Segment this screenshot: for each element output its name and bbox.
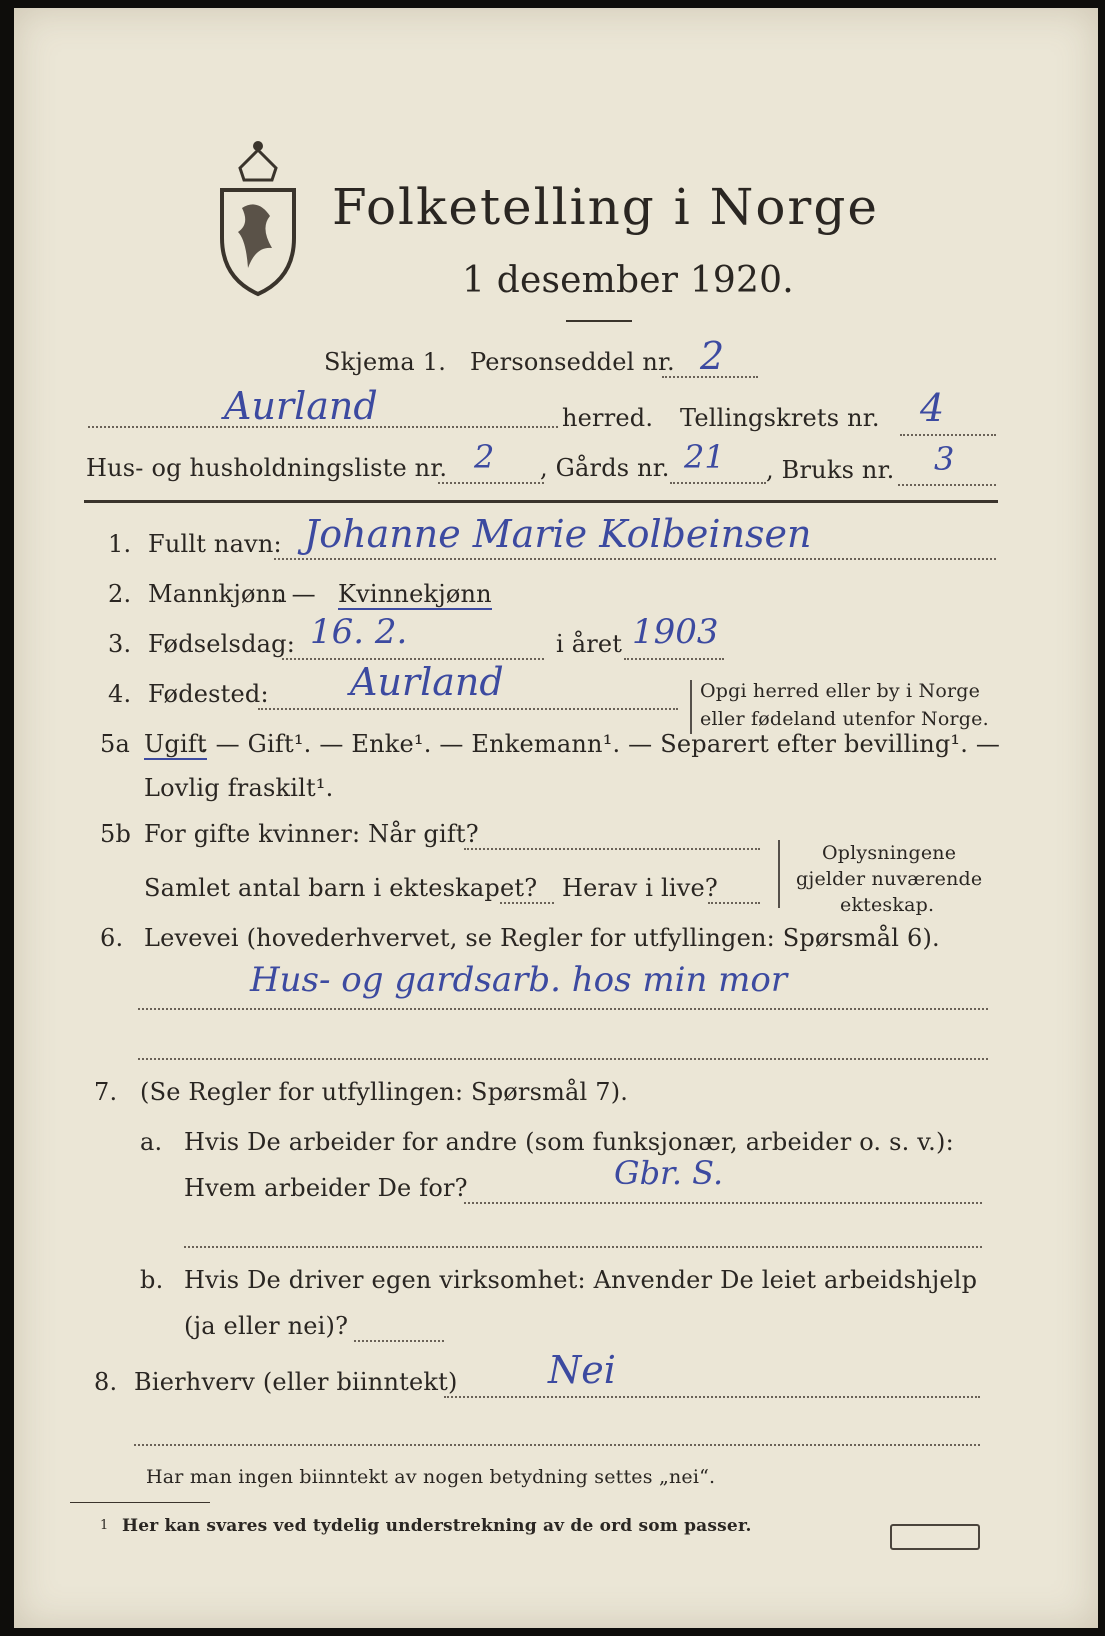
q5b-number: 5b bbox=[100, 820, 132, 848]
q5a-options: . — Gift¹. — Enke¹. — Enkemann¹. — Separert efter bevilling¹. — bbox=[200, 730, 1001, 758]
q4-value[interactable]: Aurland bbox=[350, 660, 504, 704]
q5b-note-line3: ekteskap. bbox=[840, 894, 935, 916]
title-divider bbox=[566, 320, 632, 322]
q3-year-line bbox=[624, 658, 724, 660]
q7-number: 7. bbox=[94, 1078, 118, 1106]
q8-number: 8. bbox=[94, 1368, 118, 1396]
gards-value[interactable]: 21 bbox=[684, 438, 725, 476]
q4-note-line1: Opgi herred eller by i Norge bbox=[700, 680, 981, 702]
herred-value[interactable]: Aurland bbox=[224, 384, 378, 428]
q7b-line bbox=[354, 1340, 444, 1342]
hus-line bbox=[438, 482, 544, 484]
q1-line bbox=[274, 558, 996, 560]
q4-brace bbox=[690, 680, 692, 734]
q6-line1 bbox=[138, 1008, 988, 1010]
q5b-children-label: Samlet antal barn i ekteskapet? bbox=[144, 874, 538, 902]
q7a-label2: Hvem arbeider De for? bbox=[184, 1174, 468, 1202]
q7a-line1 bbox=[464, 1202, 982, 1204]
tellingskrets-label: Tellingskrets nr. bbox=[680, 404, 880, 432]
q3-label: Fødselsdag: bbox=[148, 630, 295, 658]
footnote-marker: 1 bbox=[100, 1518, 109, 1533]
q4-label: Fødested: bbox=[148, 680, 269, 708]
q2-number: 2. bbox=[108, 580, 132, 608]
bruks-line bbox=[898, 484, 996, 486]
q5b-married-line bbox=[464, 848, 760, 850]
q7b-label: Hvis De driver egen virksomhet: Anvender De leiet arbeidshjelp bbox=[184, 1266, 978, 1294]
q8-line2 bbox=[134, 1444, 980, 1446]
bruks-label: , Bruks nr. bbox=[766, 456, 895, 484]
form-title: Folketelling i Norge bbox=[332, 178, 879, 236]
q5b-label: For gifte kvinner: Når gift? bbox=[144, 820, 479, 848]
printer-stamp-icon bbox=[890, 1524, 980, 1550]
q3-value[interactable]: 16. 2. bbox=[310, 612, 408, 652]
hus-label: Hus- og husholdningsliste nr. bbox=[86, 454, 448, 482]
q2-male-label: Mannkjønn bbox=[148, 580, 287, 608]
q3-year-label: i året bbox=[556, 630, 623, 658]
q1-number: 1. bbox=[108, 530, 132, 558]
q5b-alive-label: Herav i live? bbox=[562, 874, 718, 902]
personseddel-value[interactable]: 2 bbox=[700, 334, 725, 378]
q8-label: Bierhverv (eller biinntekt) bbox=[134, 1368, 458, 1396]
q5b-note-line2: gjelder nuværende bbox=[796, 868, 983, 890]
q8-line1 bbox=[444, 1396, 980, 1398]
q5a-line2: Lovlig fraskilt¹. bbox=[144, 774, 334, 802]
q5b-children-line bbox=[500, 902, 554, 904]
census-date: 1 desember 1920. bbox=[462, 260, 794, 301]
schema-label: Skjema 1. bbox=[324, 348, 447, 376]
q8-value[interactable]: Nei bbox=[548, 1348, 616, 1392]
tellingskrets-value[interactable]: 4 bbox=[920, 386, 945, 430]
gards-label: , Gårds nr. bbox=[540, 454, 670, 482]
q2-separator: . — bbox=[276, 580, 316, 608]
bruks-value[interactable]: 3 bbox=[934, 440, 955, 478]
q7b-label2: (ja eller nei)? bbox=[184, 1312, 349, 1340]
q6-line2 bbox=[138, 1058, 988, 1060]
q2-female-label[interactable]: Kvinnekjønn bbox=[338, 580, 492, 608]
q7a-letter: a. bbox=[140, 1128, 163, 1156]
q5a-ugift[interactable]: Ugift bbox=[144, 730, 207, 758]
q5b-note-line1: Oplysningene bbox=[822, 842, 957, 864]
footnote-divider bbox=[70, 1502, 210, 1503]
q4-note-line2: eller fødeland utenfor Norge. bbox=[700, 708, 989, 730]
q7-label: (Se Regler for utfyllingen: Spørsmål 7). bbox=[140, 1078, 629, 1106]
q7a-value[interactable]: Gbr. S. bbox=[614, 1154, 724, 1192]
herred-label: herred. bbox=[562, 404, 654, 432]
footnote-text: Her kan svares ved tydelig understrekning av de ord som passer. bbox=[122, 1516, 752, 1536]
q7a-line2 bbox=[184, 1246, 982, 1248]
q5b-alive-line bbox=[708, 902, 760, 904]
q5a-number: 5a bbox=[100, 730, 130, 758]
q4-line bbox=[258, 708, 678, 710]
q5b-brace bbox=[778, 840, 780, 908]
personseddel-label: Personseddel nr. bbox=[470, 348, 675, 376]
census-form-sheet bbox=[14, 8, 1098, 1628]
hus-value[interactable]: 2 bbox=[474, 438, 495, 476]
q7a-label: Hvis De arbeider for andre (som funksjonær, arbeider o. s. v.): bbox=[184, 1128, 954, 1156]
q1-label: Fullt navn: bbox=[148, 530, 282, 558]
q7b-letter: b. bbox=[140, 1266, 164, 1294]
q4-number: 4. bbox=[108, 680, 132, 708]
q3-number: 3. bbox=[108, 630, 132, 658]
q6-number: 6. bbox=[100, 924, 124, 952]
q1-value[interactable]: Johanne Marie Kolbeinsen bbox=[304, 512, 812, 556]
q6-value[interactable]: Hus- og gardsarb. hos min mor bbox=[250, 960, 788, 1000]
q6-label: Levevei (hovederhvervet, se Regler for utfyllingen: Spørsmål 6). bbox=[144, 924, 940, 952]
gards-line bbox=[670, 482, 766, 484]
header-divider bbox=[84, 500, 998, 503]
tellingskrets-line bbox=[900, 434, 996, 436]
q3-year-value[interactable]: 1903 bbox=[632, 612, 719, 652]
note-text: Har man ingen biinntekt av nogen betydning settes „nei“. bbox=[146, 1466, 716, 1488]
coat-of-arms-icon bbox=[212, 128, 304, 298]
